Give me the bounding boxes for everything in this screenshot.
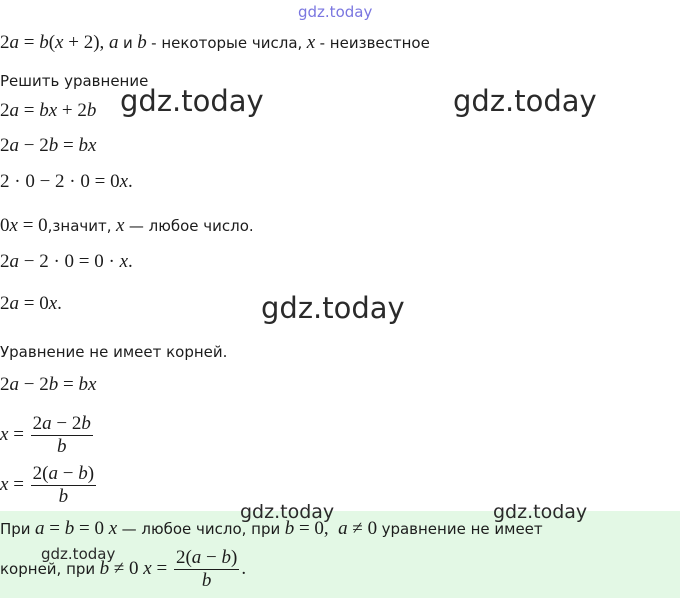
equation-7: x = $\frac{2a - 2b}{b}$ [0, 413, 91, 457]
zero-any-line: 0x = 0,значит, x — любое число. [0, 215, 254, 236]
solve-heading: Решить уравнение [0, 72, 149, 90]
problem-statement: 2a = b(x + 2), a и b - некоторые числа, x - неизвестное [0, 32, 430, 53]
conclusion-line-2: корней, при b ≠ 0 x = $\frac{2(a - b)}{b}$ . [0, 547, 247, 591]
watermark-b: gdz.today [453, 84, 597, 118]
equation-6: 2a − 2b = bx [0, 374, 97, 395]
watermark-c: gdz.today [261, 291, 405, 325]
watermark-a: gdz.today [120, 84, 264, 118]
equation-5: 2a = 0x. [0, 293, 62, 314]
equation-1: 2a = bx + 2b [0, 100, 97, 121]
conclusion-line-1: При a = b = 0 x — любое число, при b = 0, a ≠ 0 уравнение не имеет [0, 518, 543, 539]
equation-2: 2a − 2b = bx [0, 135, 97, 156]
equation-4: 2a − 2 · 0 = 0 · x. [0, 251, 133, 272]
no-roots-text: Уравнение не имеет корней. [0, 343, 228, 361]
watermark-d: gdz.today [240, 501, 335, 523]
watermark-top: gdz.today [298, 3, 373, 21]
equation-8: x = $\frac{2(a - b)}{b}$ [0, 463, 95, 507]
equation-3: 2 · 0 − 2 · 0 = 0x. [0, 171, 133, 192]
watermark-e: gdz.today [493, 501, 588, 523]
watermark-f: gdz.today [41, 545, 116, 563]
